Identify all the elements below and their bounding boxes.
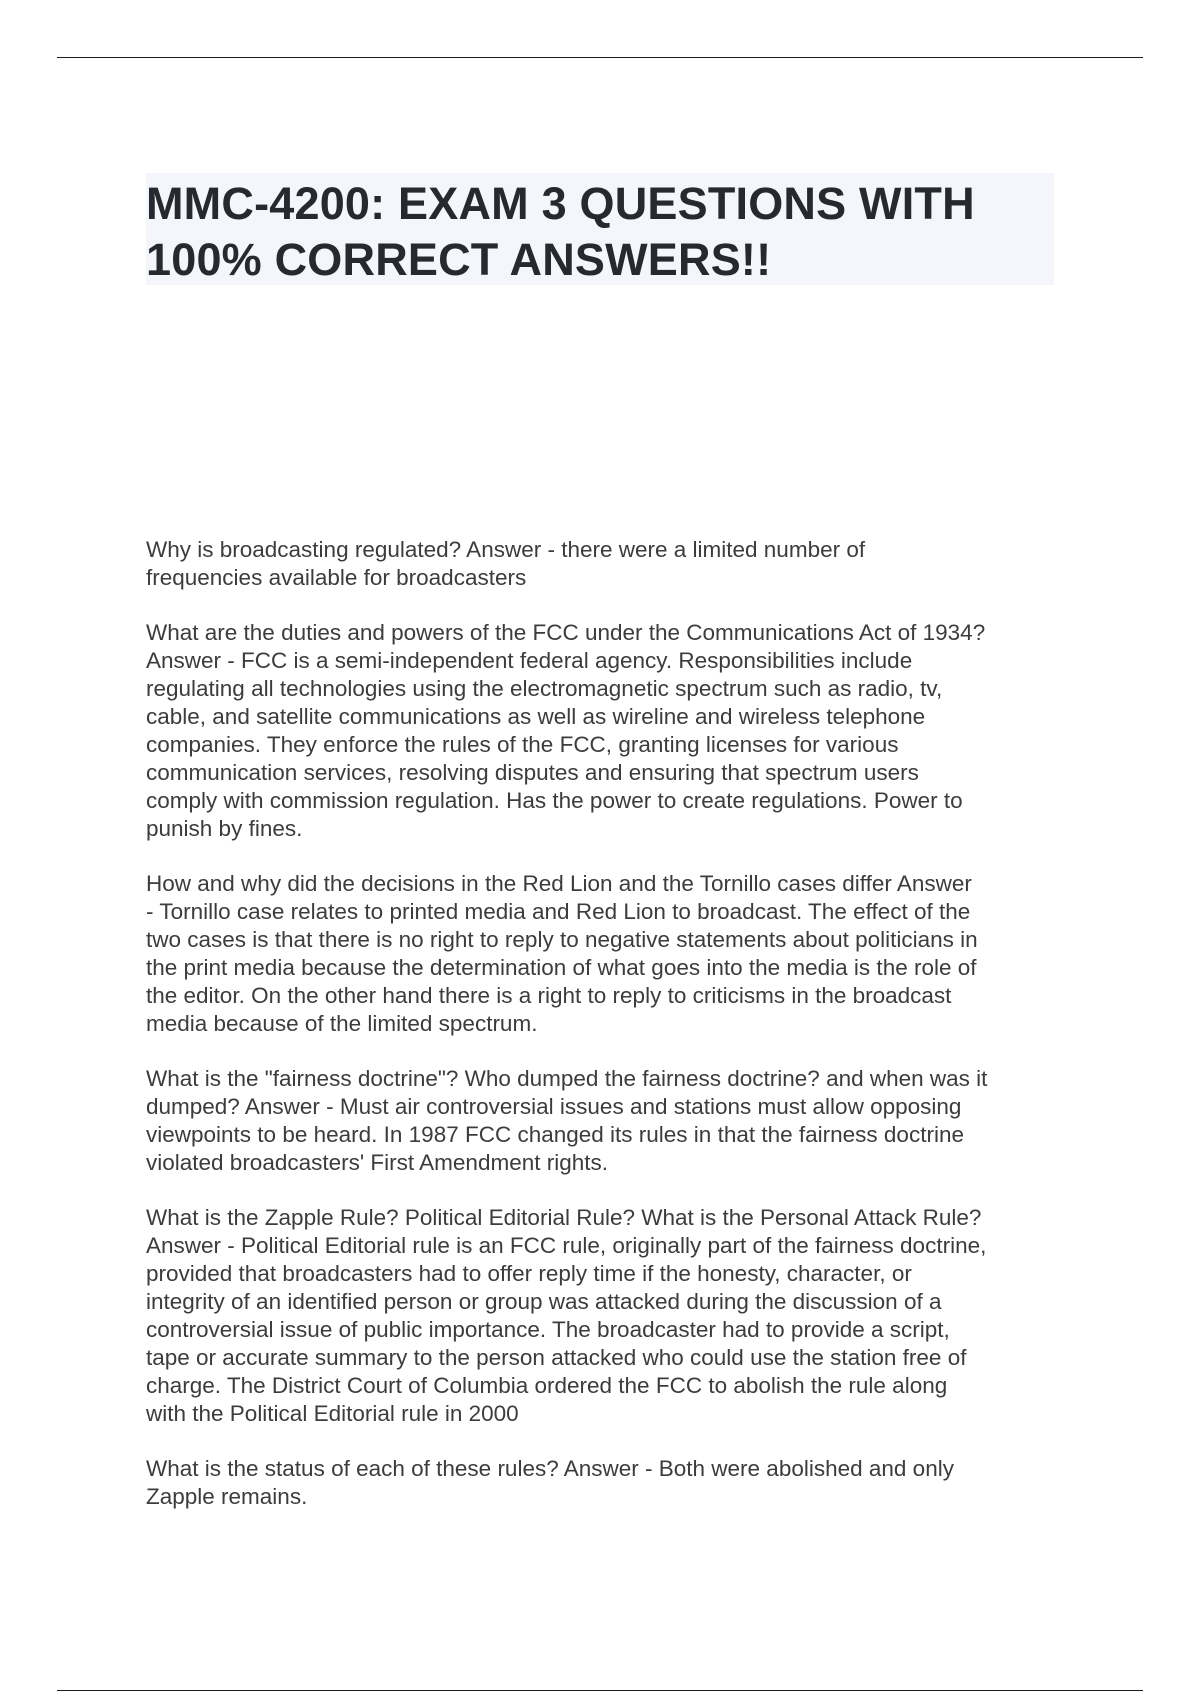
qa-line: - Tornillo case relates to printed media and Red Lion to broadcast. The effect of the [146,899,971,924]
qa-line: Answer - FCC is a semi-independent federal agency. Responsibilities include [146,648,913,673]
qa-line: controversial issue of public importance. The broadcaster had to provide a script, [146,1317,950,1342]
qa-line: dumped? Answer - Must air controversial issues and stations must allow opposing [146,1094,962,1119]
top-rule [57,57,1143,58]
qa-line: How and why did the decisions in the Red Lion and the Tornillo cases differ Answer [146,871,972,896]
qa-line: the print media because the determination of what goes into the media is the role of [146,955,977,980]
qa-line: Zapple remains. [146,1484,308,1509]
qa-line: comply with commission regulation. Has the power to create regulations. Power to [146,788,963,813]
qa-line: frequencies available for broadcasters [146,565,527,590]
qa-line: cable, and satellite communications as well as wireline and wireless telephone [146,704,926,729]
qa-line: provided that broadcasters had to offer reply time if the honesty, character, or [146,1261,912,1286]
qa-line: Why is broadcasting regulated? Answer - there were a limited number of [146,537,866,562]
qa-item [146,870,1066,1038]
title-line: 100% CORRECT ANSWERS!! [146,234,772,285]
qa-line: What are the duties and powers of the FCC under the Communications Act of 1934? [146,620,986,645]
document-title [146,173,1054,288]
qa-line: charge. The District Court of Columbia ordered the FCC to abolish the rule along [146,1373,948,1398]
qa-line: the editor. On the other hand there is a right to reply to criticisms in the broadcast [146,983,952,1008]
qa-line: communication services, resolving disputes and ensuring that spectrum users [146,760,919,785]
qa-line: What is the "fairness doctrine"? Who dumped the fairness doctrine? and when was it [146,1066,988,1091]
qa-item [146,1204,1066,1428]
qa-item [146,1455,1066,1511]
title-block [146,173,1054,285]
qa-line: tape or accurate summary to the person attacked who could use the station free of [146,1345,967,1370]
qa-line: Answer - Political Editorial rule is an FCC rule, originally part of the fairness doctrine, [146,1233,987,1258]
bottom-rule [57,1690,1143,1691]
qa-line: companies. They enforce the rules of the FCC, granting licenses for various [146,732,899,757]
qa-line: media because of the limited spectrum. [146,1011,538,1036]
qa-line: two cases is that there is no right to reply to negative statements about politicians in [146,927,978,952]
qa-item [146,536,1066,592]
qa-line: viewpoints to be heard. In 1987 FCC changed its rules in that the fairness doctrine [146,1122,964,1147]
qa-item [146,619,1066,843]
qa-list [146,536,1066,1538]
qa-line: regulating all technologies using the electromagnetic spectrum such as radio, tv, [146,676,943,701]
qa-line: What is the status of each of these rules? Answer - Both were abolished and only [146,1456,954,1481]
qa-line: with the Political Editorial rule in 2000 [146,1401,519,1426]
qa-line: punish by fines. [146,816,303,841]
qa-line: violated broadcasters' First Amendment rights. [146,1150,608,1175]
qa-line: integrity of an identified person or group was attacked during the discussion of a [146,1289,942,1314]
title-line: MMC-4200: EXAM 3 QUESTIONS WITH [146,178,975,229]
qa-line: What is the Zapple Rule? Political Editorial Rule? What is the Personal Attack Rule? [146,1205,982,1230]
qa-item [146,1065,1066,1177]
